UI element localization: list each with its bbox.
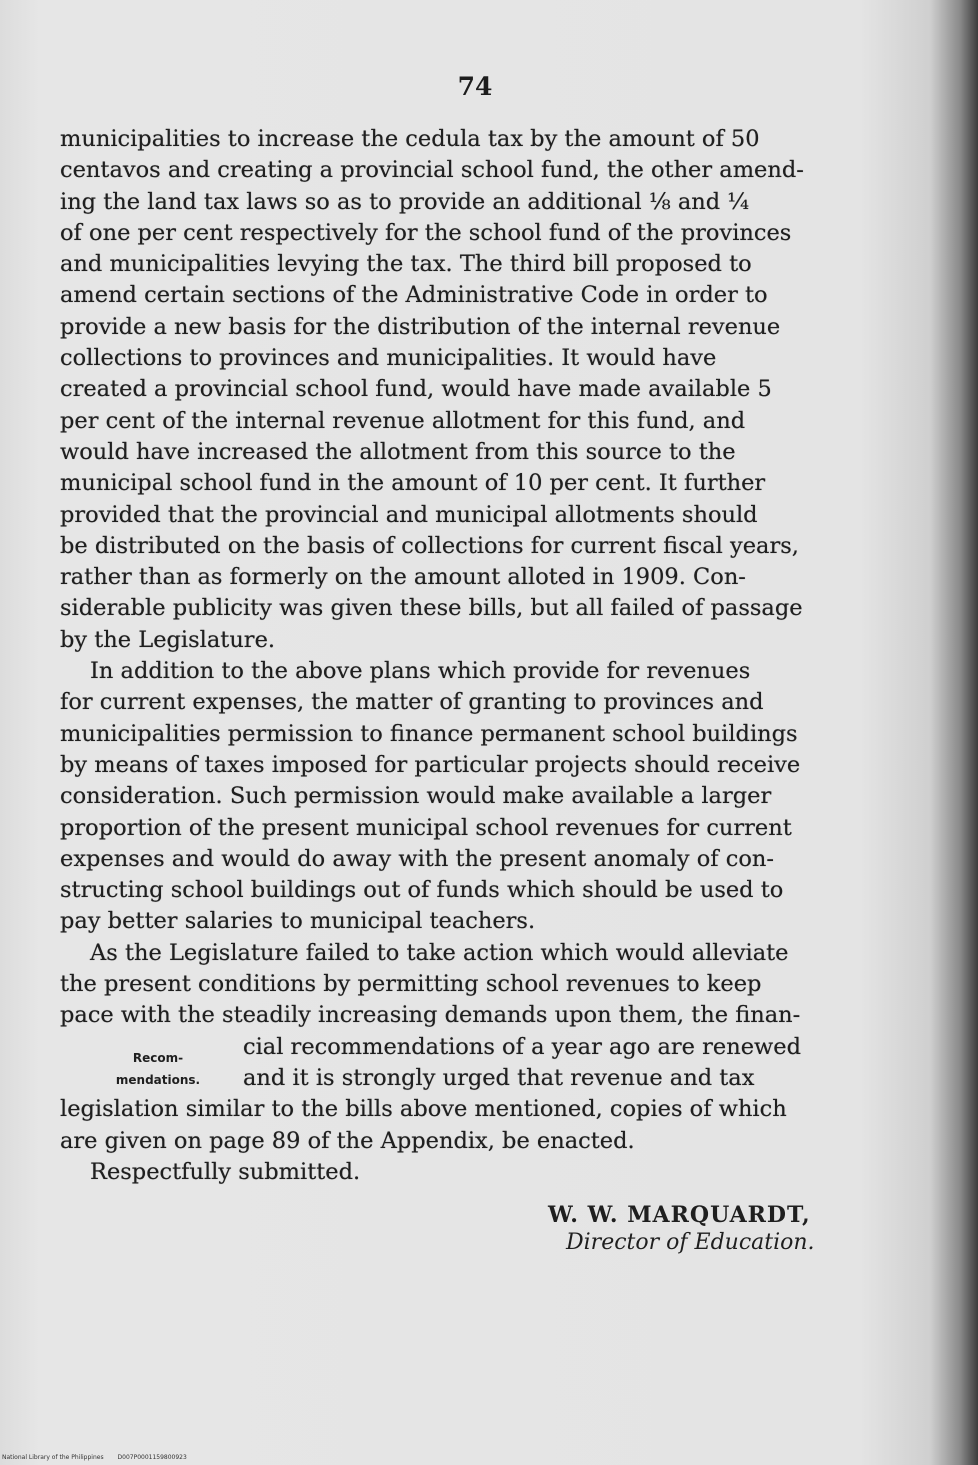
paragraph-1 bbox=[60, 124, 893, 656]
text-line: siderable publicity was given these bills, but all failed of passage bbox=[60, 595, 803, 622]
body-text bbox=[60, 124, 893, 1188]
text-line: expenses and would do away with the present anomaly of con- bbox=[60, 845, 775, 872]
text-line: provided that the provincial and municipal allotments should bbox=[60, 501, 758, 528]
text-line: pay better salaries to municipal teachers. bbox=[60, 908, 536, 935]
footer-id: D007P0001159800923 bbox=[117, 1454, 187, 1461]
paragraph-2 bbox=[60, 656, 893, 938]
text-line: pace with the steadily increasing demands upon them, the finan- bbox=[60, 1002, 801, 1029]
text-line: the present conditions by permitting school revenues to keep bbox=[60, 971, 762, 998]
text-line: of one per cent respectively for the school fund of the provinces bbox=[60, 219, 792, 246]
scan-footer bbox=[2, 1454, 199, 1461]
text-line: centavos and creating a provincial school fund, the other amend- bbox=[60, 157, 804, 184]
text-line: provide a new basis for the distribution of the internal revenue bbox=[60, 313, 781, 340]
text-line: municipalities to increase the cedula tax by the amount of 50 bbox=[60, 126, 760, 152]
text-line: collections to provinces and municipalities. It would have bbox=[60, 345, 717, 372]
text-line: rather than as formerly on the amount alloted in 1909. Con- bbox=[60, 564, 746, 591]
text-line: and municipalities levying the tax. The third bill proposed to bbox=[60, 251, 752, 278]
text-line: consideration. Such permission would make available a larger bbox=[60, 783, 772, 810]
text-line: per cent of the internal revenue allotment for this fund, and bbox=[60, 407, 746, 434]
signer-title: Director of Education. bbox=[566, 1230, 815, 1255]
text-line: would have increased the allotment from this source to the bbox=[60, 438, 736, 465]
margin-note bbox=[93, 1043, 223, 1095]
text-line: amend certain sections of the Administrative Code in order to bbox=[60, 282, 768, 309]
text-line: are given on page 89 of the Appendix, be enacted. bbox=[60, 1127, 635, 1154]
text-line: by the Legislature. bbox=[60, 626, 276, 653]
text-line: ing the land tax laws so as to provide an additional ⅛ and ¼ bbox=[60, 188, 750, 215]
margin-note-line: Recom- bbox=[132, 1051, 184, 1065]
footer-source: National Library of the Philippines bbox=[2, 1454, 104, 1461]
text-line: As the Legislature failed to take action which would alleviate bbox=[90, 939, 789, 966]
margin-note-line: mendations. bbox=[115, 1073, 201, 1087]
text-line: be distributed on the basis of collections for current fiscal years, bbox=[60, 532, 799, 559]
signer-name: W. W. MARQUARDT, bbox=[548, 1202, 811, 1228]
text-line: cial recommendations of a year ago are renewed bbox=[243, 1033, 801, 1060]
text-line: and it is strongly urged that revenue and tax bbox=[243, 1064, 755, 1091]
text-line: for current expenses, the matter of granting to provinces and bbox=[60, 689, 764, 716]
text-line: municipal school fund in the amount of 10 per cent. It further bbox=[60, 470, 766, 497]
text-line: created a provincial school fund, would have made available 5 bbox=[60, 376, 772, 403]
closing-line: Respectfully submitted. bbox=[90, 1158, 361, 1185]
text-line: structing school buildings out of funds which should be used to bbox=[60, 877, 784, 904]
text-line: by means of taxes imposed for particular projects should receive bbox=[60, 751, 801, 778]
signature-block bbox=[548, 1202, 815, 1255]
text-line: In addition to the above plans which provide for revenues bbox=[90, 658, 751, 685]
text-line: proportion of the present municipal school revenues for current bbox=[60, 814, 792, 841]
text-line: municipalities permission to finance permanent school buildings bbox=[60, 720, 798, 747]
text-line: legislation similar to the bills above mentioned, copies of which bbox=[60, 1096, 787, 1123]
page-number: 74 bbox=[457, 72, 493, 101]
